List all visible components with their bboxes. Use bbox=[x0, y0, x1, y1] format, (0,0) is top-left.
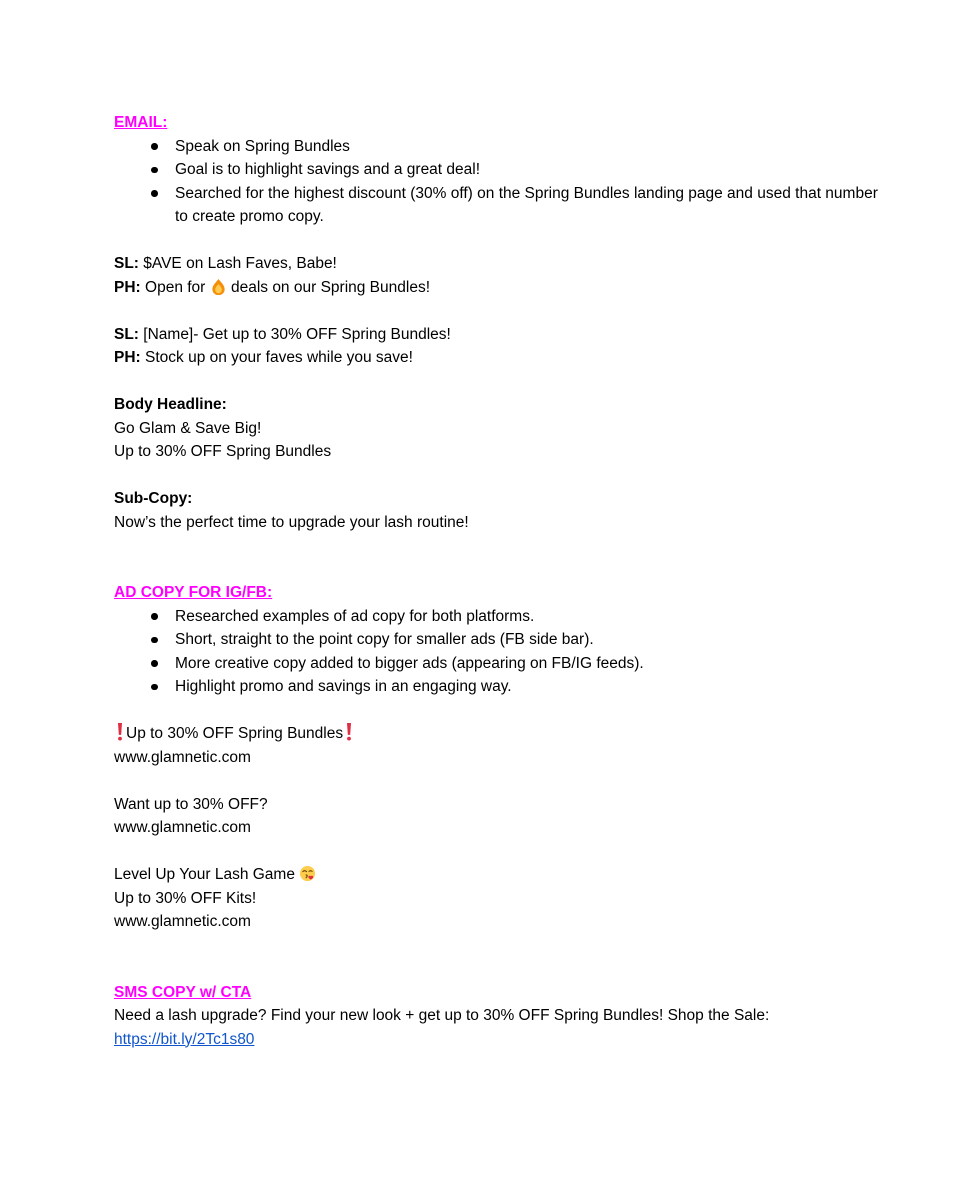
blank-line bbox=[114, 769, 879, 793]
subject-line-1 bbox=[114, 252, 879, 276]
blank-lines bbox=[114, 534, 879, 581]
ad1-headline: Up to 30% OFF Spring Bundles bbox=[114, 722, 879, 746]
ph-text-after: deals on our Spring Bundles! bbox=[230, 278, 431, 296]
ad2-url: www.glamnetic.com bbox=[114, 819, 251, 836]
email-bullet-list bbox=[114, 135, 879, 229]
ad-bullet-list bbox=[114, 605, 879, 699]
blank-line bbox=[114, 370, 879, 394]
blank-line bbox=[114, 699, 879, 723]
ph-label: PH: bbox=[114, 278, 141, 296]
sl-text: $AVE on Lash Faves, Babe! bbox=[143, 255, 337, 272]
red-exclamation-icon bbox=[116, 722, 124, 741]
fire-emoji bbox=[210, 278, 227, 295]
sms-cta-link[interactable]: https://bit.ly/2Tc1s80 bbox=[114, 1030, 255, 1048]
blank-line bbox=[114, 840, 879, 864]
list-item: Searched for the highest discount (30% off) on the Spring Bundles landing page and used that number to create promo copy. bbox=[114, 182, 879, 229]
ad3-line2: Up to 30% OFF Kits! bbox=[114, 889, 257, 907]
blank-lines bbox=[114, 934, 879, 981]
ad-section-heading: AD COPY FOR IG/FB: bbox=[114, 584, 273, 601]
body-headline-line-2: Up to 30% OFF Spring Bundles bbox=[114, 443, 332, 460]
body-headline-line-1: Go Glam & Save Big! bbox=[114, 419, 262, 437]
blank-line bbox=[114, 464, 879, 488]
ph-text: Stock up on your faves while you save! bbox=[145, 349, 413, 366]
email-section-heading-line bbox=[114, 111, 879, 135]
ad3-url: www.glamnetic.com bbox=[114, 913, 251, 930]
list-item: Researched examples of ad copy for both platforms. bbox=[114, 605, 879, 629]
email-section-heading: EMAIL: bbox=[114, 114, 168, 131]
sub-copy-text: Now’s the perfect time to upgrade your lash routine! bbox=[114, 513, 469, 531]
sms-link-line bbox=[114, 1028, 879, 1052]
ad1-url: www.glamnetic.com bbox=[114, 748, 251, 766]
blank-line bbox=[114, 299, 879, 323]
preheader-line-2 bbox=[114, 346, 879, 370]
blank-line bbox=[114, 229, 879, 253]
list-item: More creative copy added to bigger ads (appearing on FB/IG feeds). bbox=[114, 652, 879, 676]
kissing-face-emoji bbox=[299, 865, 316, 882]
body-headline-label: Body Headline: bbox=[114, 396, 227, 413]
subject-line-2 bbox=[114, 323, 879, 347]
ad-section-heading-line bbox=[114, 581, 879, 605]
sub-copy-label: Sub-Copy: bbox=[114, 490, 193, 507]
list-item: Speak on Spring Bundles bbox=[114, 135, 879, 159]
sms-copy-text: Need a lash upgrade? Find your new look + get up to 30% OFF Spring Bundles! Shop the Sale: bbox=[114, 1007, 770, 1024]
ph-label: PH: bbox=[114, 349, 141, 366]
ad2-headline: Want up to 30% OFF? bbox=[114, 795, 268, 813]
sl-label: SL: bbox=[114, 255, 139, 272]
sms-section-heading: SMS COPY w/ CTA bbox=[114, 983, 252, 1001]
ph-text-before: Open for bbox=[145, 278, 206, 296]
list-item: Short, straight to the point copy for smaller ads (FB side bar). bbox=[114, 628, 879, 652]
sms-section-heading-line bbox=[114, 981, 879, 1005]
ad3-headline: Level Up Your Lash Game bbox=[114, 863, 879, 887]
sl-text: [Name]- Get up to 30% OFF Spring Bundles! bbox=[143, 325, 451, 343]
red-exclamation-icon bbox=[345, 722, 353, 741]
list-item: Goal is to highlight savings and a great deal! bbox=[114, 158, 879, 182]
preheader-line-1 bbox=[114, 276, 879, 300]
sl-label: SL: bbox=[114, 325, 139, 343]
list-item: Highlight promo and savings in an engaging way. bbox=[114, 675, 879, 699]
